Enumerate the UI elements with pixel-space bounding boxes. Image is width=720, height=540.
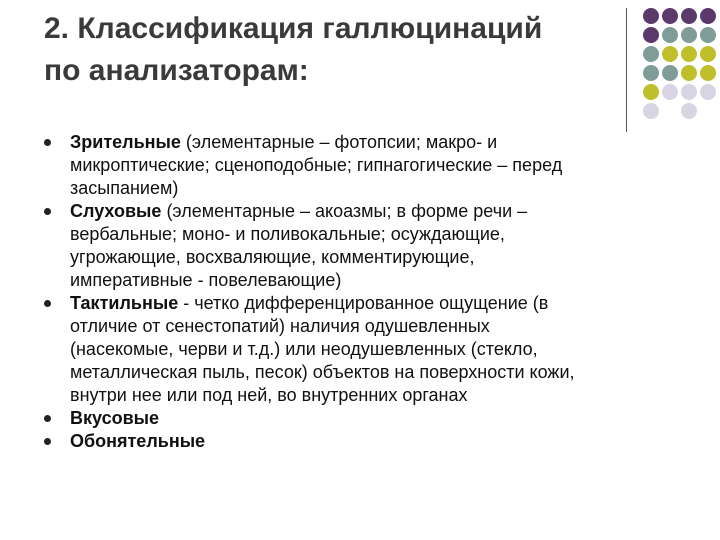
decorative-dot: [662, 46, 678, 62]
item-text-line: внутри нее или под ней, во внутренних органах: [70, 385, 468, 405]
item-text-line: императивные - повелевающие): [70, 270, 342, 290]
term-olfactory: Обонятельные: [70, 431, 206, 451]
decorative-dot: [700, 27, 716, 43]
decorative-dot: [700, 8, 716, 24]
bullet-icon: [44, 415, 51, 422]
decorative-dot: [700, 65, 716, 81]
decorative-dot: [662, 27, 678, 43]
bullet-icon: [44, 300, 51, 307]
list-item-auditory: [44, 200, 684, 292]
decorative-dot: [643, 27, 659, 43]
term-gustatory: Вкусовые: [70, 408, 160, 428]
decorative-dot: [700, 46, 716, 62]
bullet-icon: [44, 139, 51, 146]
title-divider: [626, 8, 627, 132]
item-text-line: вербальные; моно- и поливокальные; осуждающие,: [70, 224, 505, 244]
decorative-dot: [662, 8, 678, 24]
decorative-dot: [681, 8, 697, 24]
item-text-line: - четко дифференцированное ощущение (в: [178, 293, 549, 313]
decorative-dot: [643, 65, 659, 81]
item-text-line: (элементарные – акоазмы; в форме речи –: [161, 201, 528, 221]
item-text-line: (насекомые, черви и т.д.) или неодушевленных (стекло,: [70, 339, 538, 359]
list-item-tactile: [44, 292, 684, 407]
decorative-dot: [662, 84, 678, 100]
bullet-icon: [44, 438, 51, 445]
item-text-line: отличие от сенестопатий) наличия одушевленных: [70, 316, 490, 336]
item-text-line: металлическая пыль, песок) объектов на поверхности кожи,: [70, 362, 575, 382]
decorative-dot: [681, 46, 697, 62]
decorative-dot: [681, 65, 697, 81]
list-item-gustatory: [44, 407, 684, 430]
decorative-dot: [700, 84, 716, 100]
list-item-visual: [44, 131, 684, 200]
list-item-olfactory: [44, 430, 684, 453]
title-line-1: 2. Классификация галлюцинаций: [44, 12, 543, 45]
decorative-dot: [681, 103, 697, 119]
item-text-line: засыпанием): [70, 178, 179, 198]
term-auditory: Слуховые: [70, 201, 162, 221]
decorative-dot: [643, 103, 659, 119]
item-text-line: микроптические; сценоподобные; гипнагогические – перед: [70, 155, 563, 175]
decorative-dot: [643, 8, 659, 24]
decorative-dot: [662, 65, 678, 81]
term-visual: Зрительные: [70, 132, 181, 152]
analyzer-list: [44, 131, 684, 453]
slide-title: [44, 8, 634, 92]
decorative-dot: [681, 84, 697, 100]
item-text-line: (элементарные – фотопсии; макро- и: [180, 132, 498, 152]
item-text-line: угрожающие, восхваляющие, комментирующие,: [70, 247, 475, 267]
decorative-dot: [681, 27, 697, 43]
decorative-dot: [643, 46, 659, 62]
decorative-dot: [643, 84, 659, 100]
title-line-2: по анализаторам:: [44, 54, 309, 87]
term-tactile: Тактильные: [70, 293, 179, 313]
bullet-icon: [44, 208, 51, 215]
